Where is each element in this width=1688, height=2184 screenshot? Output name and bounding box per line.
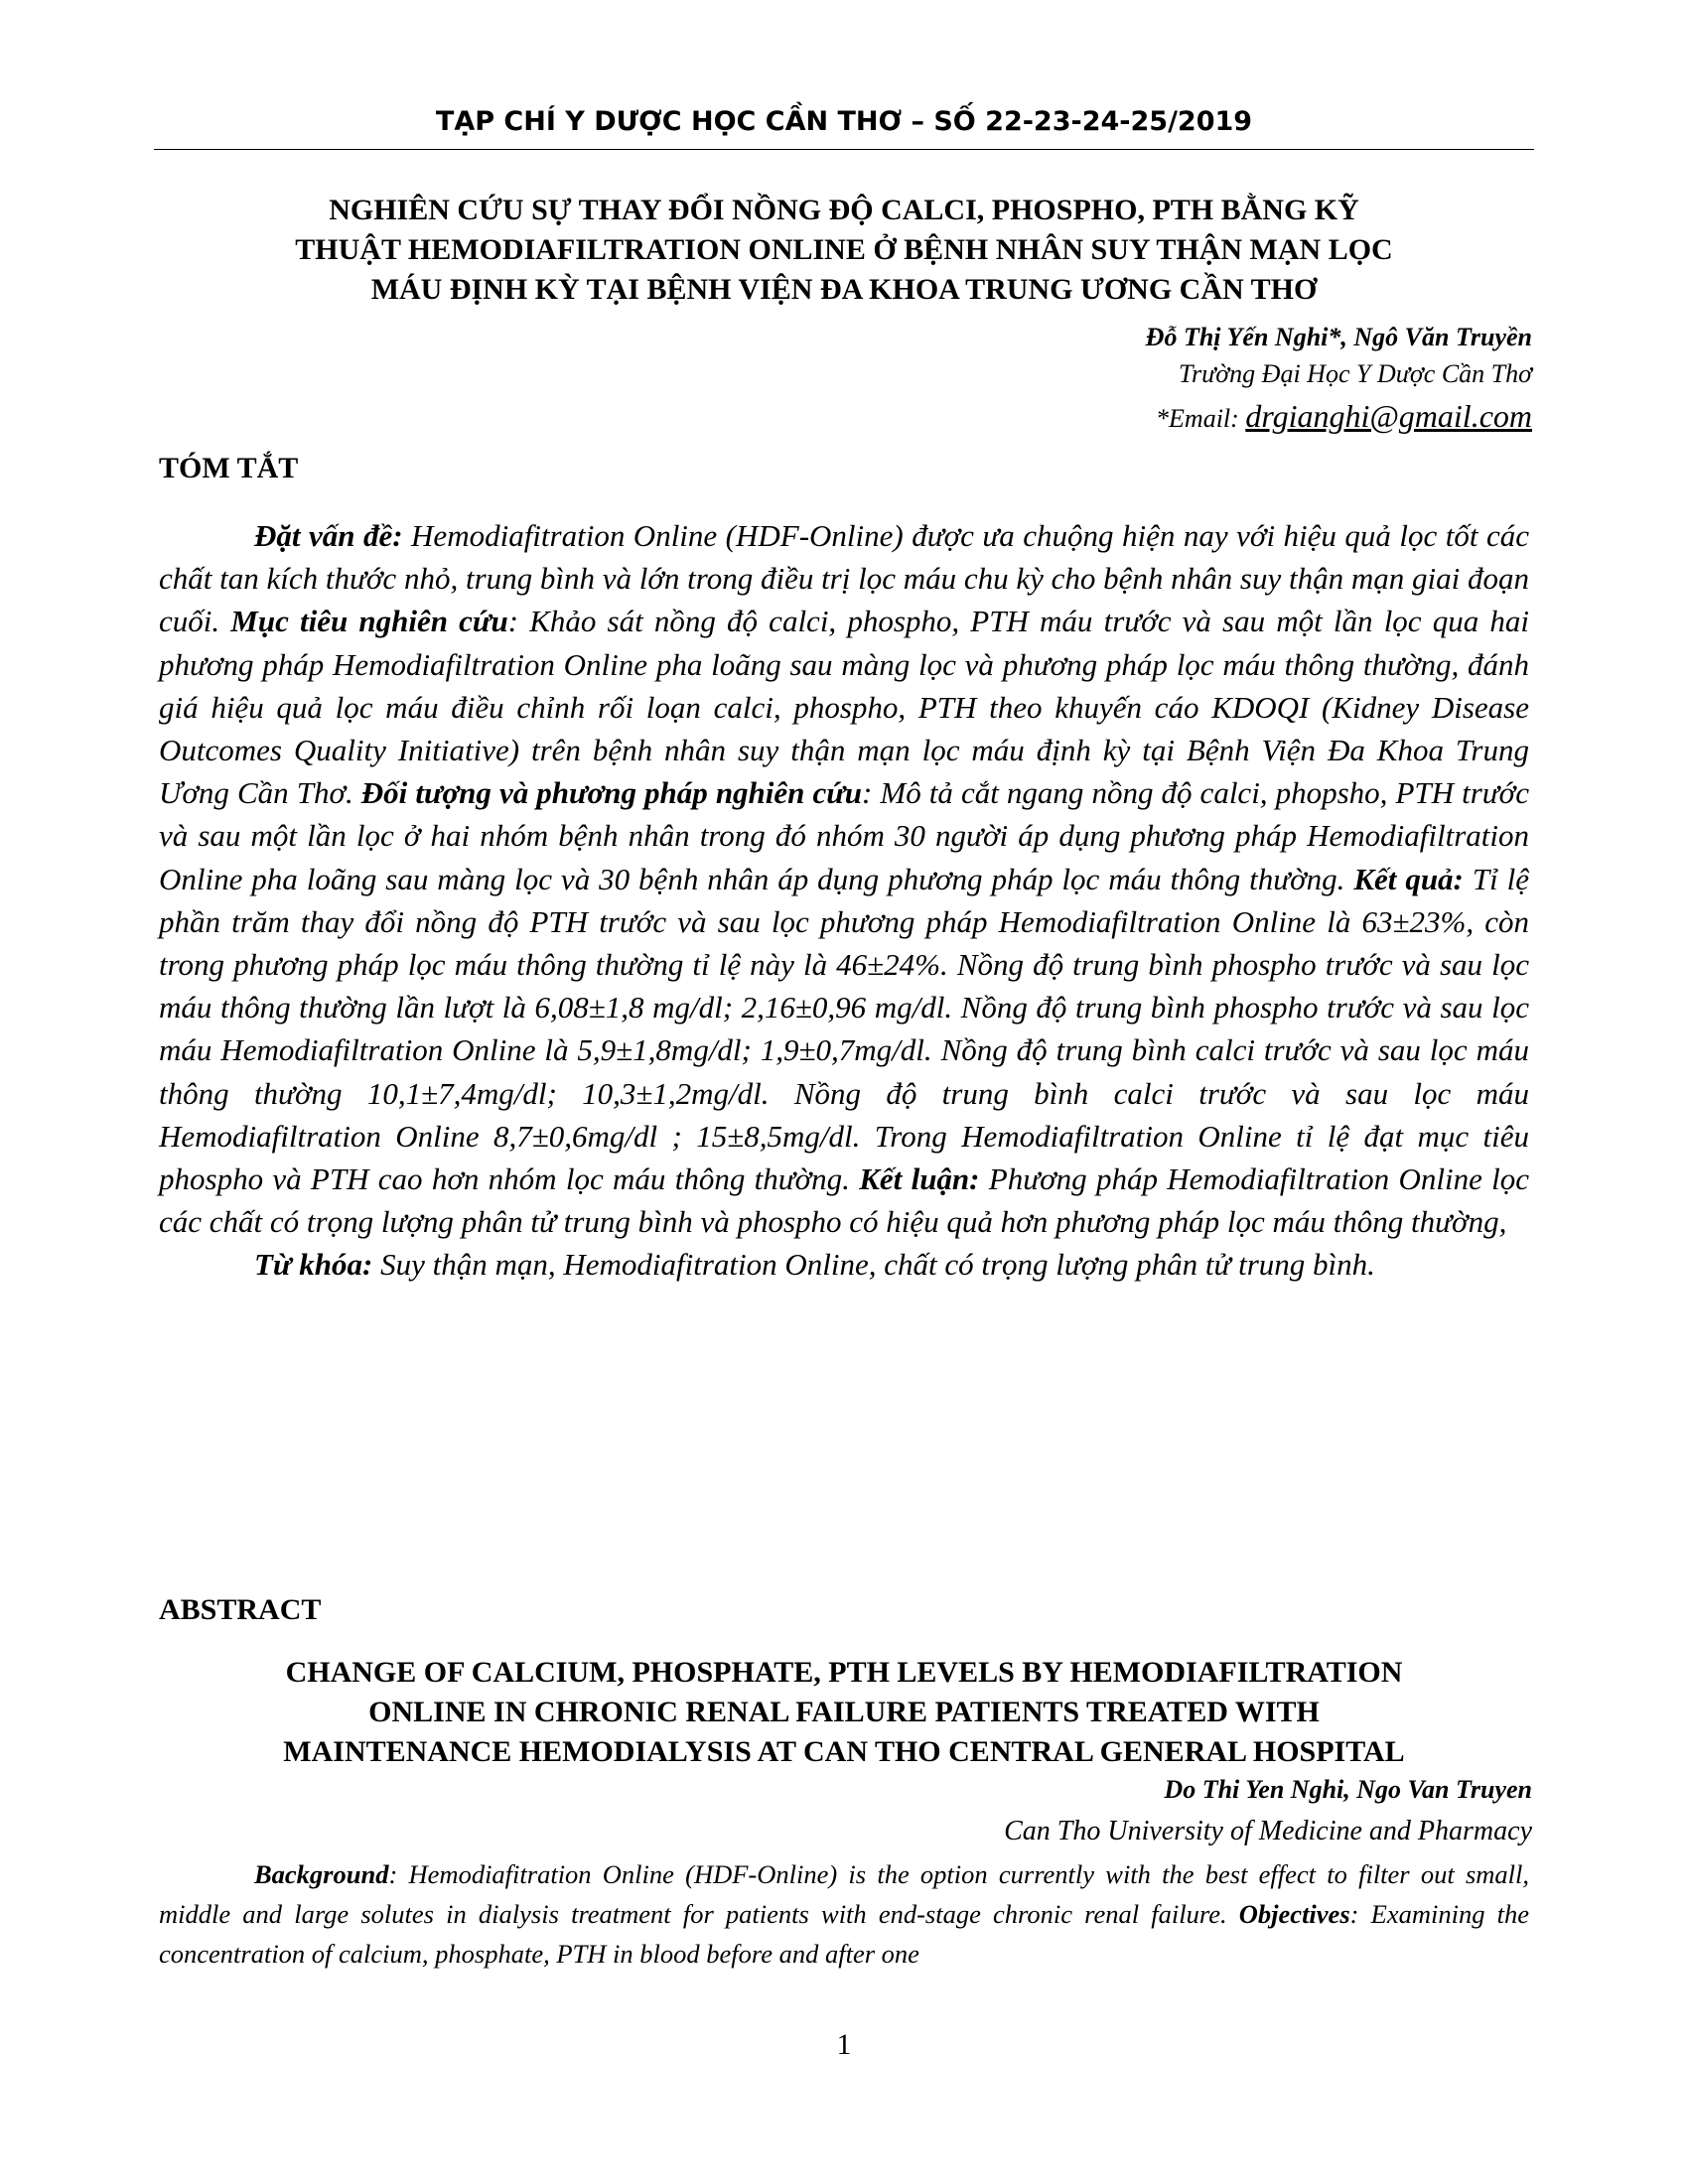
methods-label: Đối tượng và phương pháp nghiên cứu	[360, 775, 863, 811]
keywords-text: Suy thận mạn, Hemodiafitration Online, chất có trọng lượng phân tử trung bình.	[372, 1247, 1375, 1283]
authors-english: Do Thi Yen Nghi, Ngo Van Truyen	[1164, 1775, 1532, 1804]
background-text: : Hemodiafitration Online (HDF-Online) is the option currently with the best effect to filter out small, middle and large solutes in dialysis treatment for patients with end-stage chronic renal failure.	[159, 1859, 1529, 1929]
results-text: Tỉ lệ phần trăm thay đổi nồng độ PTH trước và sau lọc phương pháp Hemodiafiltration Online là 63±23%, còn trong phương pháp lọc máu thông thường tỉ lệ này là 46±24%. Nồng độ trung bình phospho trước và sau lọc máu thông thường lần lượt là 6,08±1,8 mg/dl; 2,16±0,96 mg/dl. Nồng độ trung bình phospho trước và sau lọc máu Hemodiafiltration Online là 5,9±1,8mg/dl; 1,9±0,7mg/dl. Nồng độ trung bình calci trước và sau lọc máu thông thường 10,1±7,4mg/dl; 10,3±1,2mg/dl. Nồng độ trung bình calci trước và sau lọc máu Hemodiafiltration Online 8,7±0,6mg/dl ; 15±8,5mg/dl. Trong Hemodiafiltration Online tỉ lệ đạt mục tiêu phospho và PTH cao hơn nhóm lọc máu thông thường.	[159, 861, 1529, 1197]
header-rule	[154, 149, 1534, 150]
keywords-label: Từ khóa:	[254, 1247, 373, 1283]
keywords-paragraph	[159, 1243, 1529, 1286]
background-text: Hemodiafitration Online (HDF-Online) được ưa chuộng hiện nay với hiệu quả lọc tốt các chất tan kích thước nhỏ, trung bình và lớn trong điều trị lọc máu chu kỳ cho bệnh nhân suy thận mạn giai đoạn cuối.	[159, 518, 1529, 639]
affiliation-english: Can Tho University of Medicine and Pharmacy	[1004, 1816, 1532, 1846]
abstract-paragraph	[159, 1854, 1529, 1974]
title-line: CHANGE OF CALCIUM, PHOSPHATE, PTH LEVELS BY HEMODIAFILTRATION	[285, 1656, 1403, 1689]
paper-title-english	[159, 1653, 1529, 1772]
journal-header: TẠP CHÍ Y DƯỢC HỌC CẦN THƠ – SỐ 22-23-24-25/2019	[435, 106, 1253, 137]
email-link[interactable]: drgianghi@gmail.com	[1245, 398, 1532, 434]
background-label: Background	[254, 1859, 389, 1889]
abstract-paragraph	[159, 514, 1529, 1243]
abstract-vietnamese	[159, 514, 1529, 1287]
summary-heading: TÓM TẮT	[159, 452, 299, 484]
title-line: ONLINE IN CHRONIC RENAL FAILURE PATIENTS TREATED WITH	[368, 1696, 1320, 1728]
authors-vietnamese: Đỗ Thị Yến Nghi*, Ngô Văn Truyền	[1145, 323, 1532, 351]
objectives-text: : Examining the concentration of calcium, phosphate, PTH in blood before and after one	[159, 1899, 1530, 1969]
title-line: MAINTENANCE HEMODIALYSIS AT CAN THO CENTRAL GENERAL HOSPITAL	[283, 1735, 1405, 1768]
title-line: NGHIÊN CỨU SỰ THAY ĐỔI NỒNG ĐỘ CALCI, PHOSPHO, PTH BẰNG KỸ	[329, 194, 1359, 226]
abstract-english	[159, 1854, 1529, 1974]
paper-title-vietnamese	[159, 191, 1529, 310]
objectives-text: : Khảo sát nồng độ calci, phospho, PTH máu trước và sau một lần lọc qua hai phương pháp Hemodiafiltration Online pha loãng sau màng lọc và phương pháp lọc máu thông thường, đánh giá hiệu quả lọc máu điều chỉnh rối loạn calci, phospho, PTH theo khuyến cáo KDOQI (Kidney Disease Outcomes Quality Initiative) trên bệnh nhân suy thận mạn lọc máu định kỳ tại Bệnh Viện Đa Khoa Trung Ương Cần Thơ.	[159, 604, 1529, 811]
objectives-label: Objectives	[1238, 1899, 1350, 1929]
results-label: Kết quả:	[1353, 861, 1464, 896]
title-line: MÁU ĐỊNH KỲ TẠI BỆNH VIỆN ĐA KHOA TRUNG ƯƠNG CẦN THƠ	[370, 273, 1318, 306]
conclusion-text: Phương pháp Hemodiafiltration Online lọc các chất có trọng lượng phân tử trung bình và phospho có hiệu quả hơn phương pháp lọc máu thông thường,	[159, 1161, 1529, 1240]
page-number: 1	[836, 2028, 852, 2061]
affiliation-vietnamese: Trường Đại Học Y Dược Cần Thơ	[1178, 359, 1532, 388]
background-label: Đặt vấn đề:	[254, 518, 403, 553]
objectives-label: Mục tiêu nghiên cứu	[230, 604, 508, 639]
title-line: THUẬT HEMODIAFILTRATION ONLINE Ở BỆNH NHÂN SUY THẬN MẠN LỌC	[295, 233, 1393, 266]
methods-text: : Mô tả cắt ngang nồng độ calci, phopsho, PTH trước và sau một lần lọc ở hai nhóm bệnh nhân trong đó nhóm 30 người áp dụng phương pháp Hemodiafiltration Online pha loãng sau màng lọc và 30 bệnh nhân áp dụng phương pháp lọc máu thông thường.	[159, 775, 1529, 896]
abstract-heading: ABSTRACT	[159, 1593, 322, 1626]
conclusion-label: Kết luận:	[859, 1161, 980, 1197]
email-label: *Email:	[1156, 404, 1239, 433]
email-line	[1156, 394, 1532, 441]
